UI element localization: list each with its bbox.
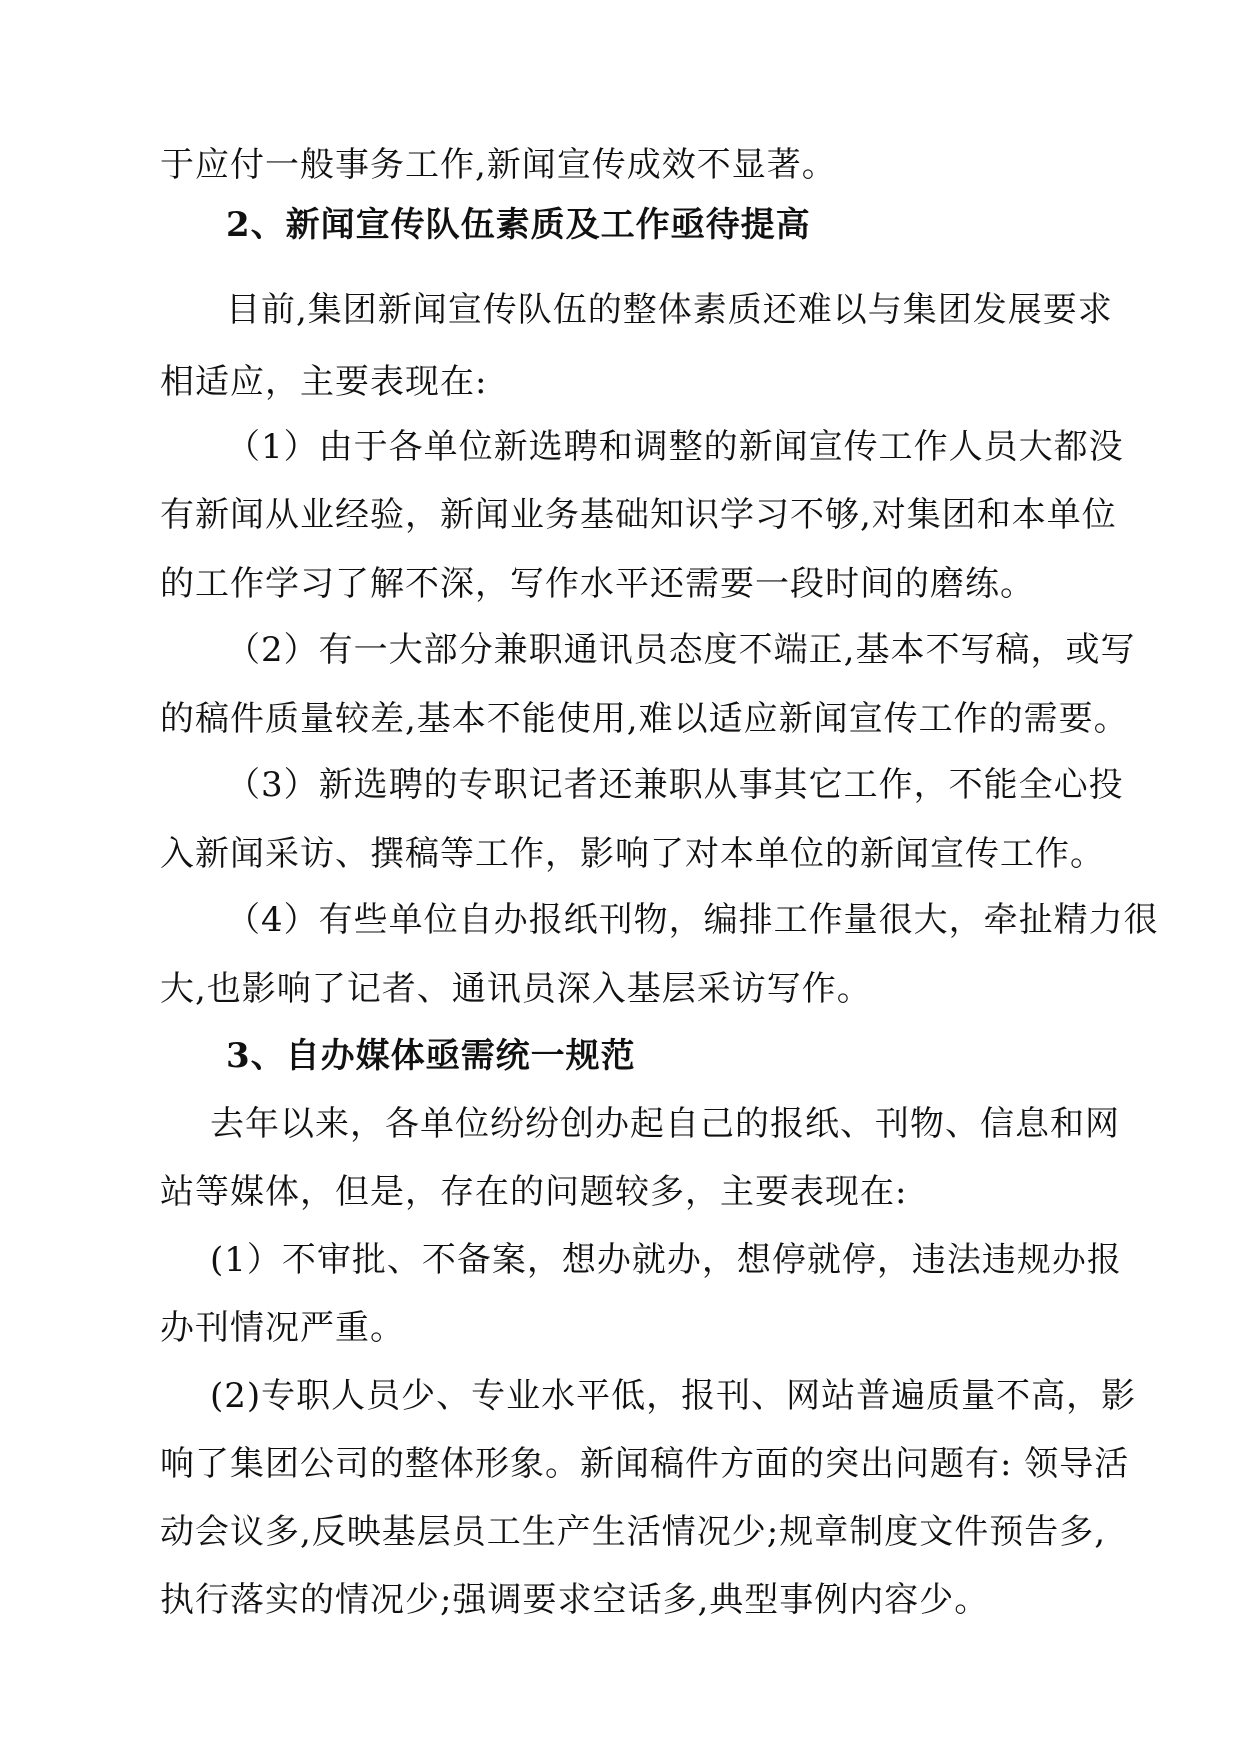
body-text-line: 去年以来，各单位纷纷创办起自己的报纸、刊物、信息和网 bbox=[210, 1104, 1120, 1144]
body-text-line: 执行落实的情况少;强调要求空话多,典型事例内容少。 bbox=[160, 1580, 990, 1620]
body-text-line: 站等媒体，但是，存在的问题较多，主要表现在: bbox=[160, 1172, 908, 1212]
body-text-line: 于应付一般事务工作,新闻宣传成效不显著。 bbox=[160, 145, 837, 185]
body-text-line: 相适应，主要表现在: bbox=[160, 362, 488, 402]
body-text-line: （2）有一大部分兼职通讯员态度不端正,基本不写稿，或写 bbox=[226, 630, 1136, 670]
body-text-line: (2)专职人员少、专业水平低，报刊、网站普遍质量不高，影 bbox=[210, 1376, 1137, 1416]
body-text-line: 动会议多,反映基层员工生产生活情况少;规章制度文件预告多, bbox=[160, 1512, 1107, 1552]
section-heading: 2、新闻宣传队伍素质及工作亟待提高 bbox=[226, 205, 811, 245]
body-text-line: （3）新选聘的专职记者还兼职从事其它工作，不能全心投 bbox=[226, 765, 1124, 805]
body-text-line: （4）有些单位自办报纸刊物，编排工作量很大，牵扯精力很 bbox=[226, 900, 1159, 940]
body-text-line: 办刊情况严重。 bbox=[160, 1308, 405, 1348]
body-text-line: 响了集团公司的整体形象。新闻稿件方面的突出问题有: 领导活 bbox=[160, 1444, 1130, 1484]
body-text-line: 目前,集团新闻宣传队伍的整体素质还难以与集团发展要求 bbox=[226, 290, 1113, 330]
body-text-line: （1）由于各单位新选聘和调整的新闻宣传工作人员大都没 bbox=[226, 427, 1124, 467]
body-text-line: 的稿件质量较差,基本不能使用,难以适应新闻宣传工作的需要。 bbox=[160, 699, 1129, 739]
section-heading: 3、自办媒体亟需统一规范 bbox=[226, 1036, 636, 1076]
body-text-line: 入新闻采访、撰稿等工作，影响了对本单位的新闻宣传工作。 bbox=[160, 834, 1105, 874]
body-text-line: 的工作学习了解不深，写作水平还需要一段时间的磨练。 bbox=[160, 564, 1035, 604]
body-text-line: 有新闻从业经验，新闻业务基础知识学习不够,对集团和本单位 bbox=[160, 495, 1117, 535]
body-text-line: (1）不审批、不备案，想办就办，想停就停，违法违规办报 bbox=[210, 1240, 1122, 1280]
body-text-line: 大,也影响了记者、通讯员深入基层采访写作。 bbox=[160, 969, 872, 1009]
